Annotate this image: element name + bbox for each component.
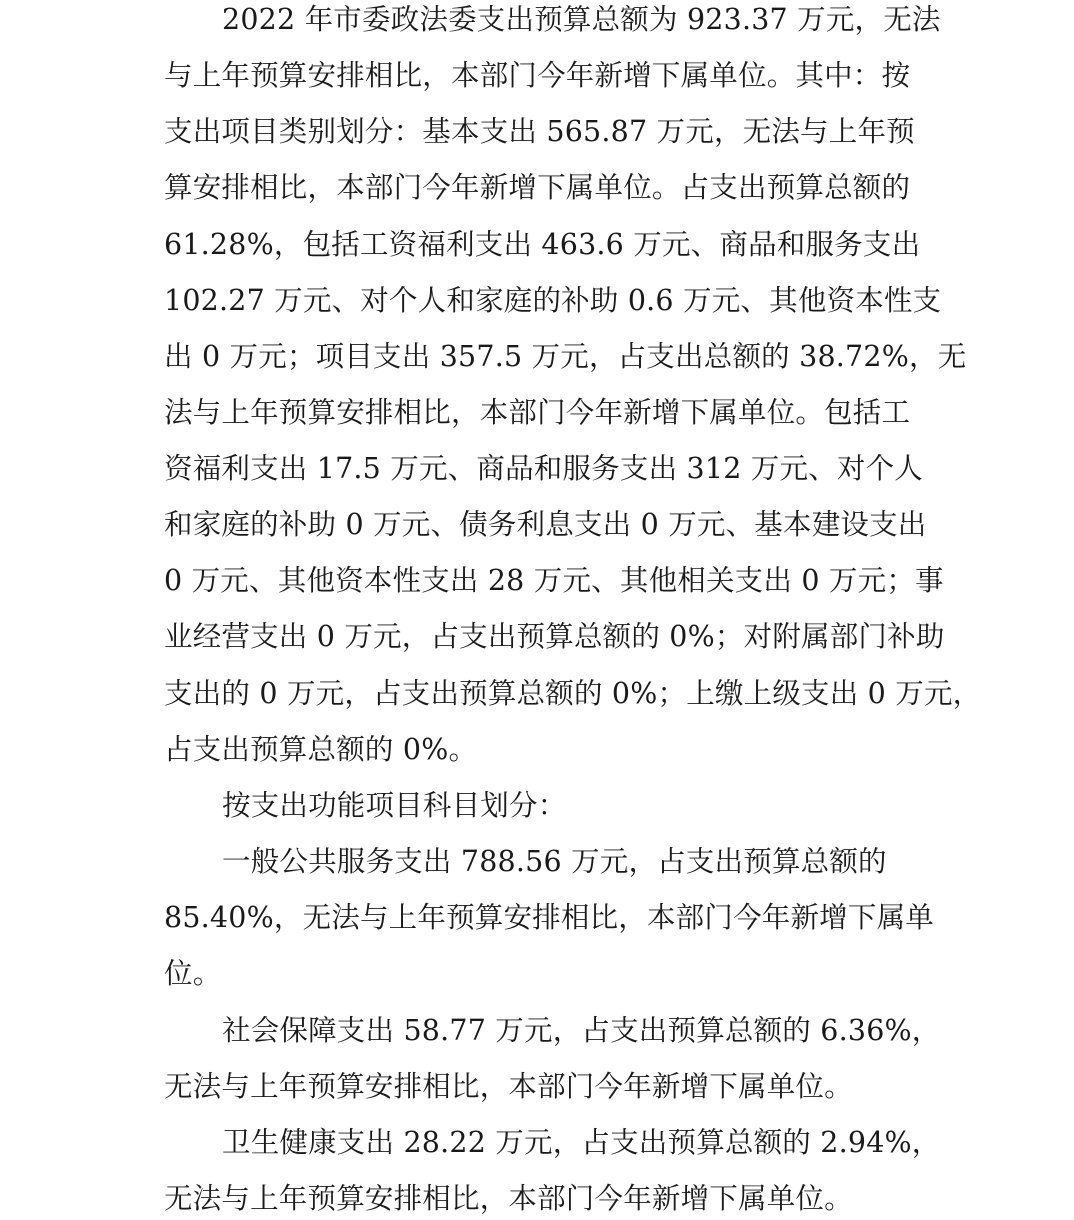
para-health-line-1: 卫生健康支出 28.22 万元，占支出预算总额的 2.94%， [222, 1126, 941, 1159]
para-1-line-7: 出 0 万元；项目支出 357.5 万元，占支出总额的 38.72%，无 [164, 340, 967, 373]
para-general-line-2: 85.40%，无法与上年预算安排相比，本部门今年新增下属单 [164, 901, 934, 934]
para-1-line-2: 与上年预算安排相比，本部门今年新增下属单位。其中：按 [164, 59, 911, 92]
para-1-line-5: 61.28%，包括工资福利支出 463.6 万元、商品和服务支出 [164, 228, 921, 261]
section-heading-functional: 按支出功能项目科目划分： [222, 789, 567, 822]
para-1-line-13: 支出的 0 万元，占支出预算总额的 0%；上缴上级支出 0 万元， [164, 677, 982, 710]
para-general-line-1: 一般公共服务支出 788.56 万元，占支出预算总额的 [222, 845, 887, 878]
para-general-line-3: 位。 [164, 957, 222, 990]
para-1-line-14: 占支出预算总额的 0%。 [164, 733, 478, 766]
para-1-line-12: 业经营支出 0 万元，占支出预算总额的 0%；对附属部门补助 [164, 620, 945, 653]
para-1-line-10: 和家庭的补助 0 万元、债务利息支出 0 万元、基本建设支出 [164, 508, 927, 541]
para-social-line-1: 社会保障支出 58.77 万元，占支出预算总额的 6.36%， [222, 1014, 941, 1047]
para-1-line-6: 102.27 万元、对个人和家庭的补助 0.6 万元、其他资本性支 [164, 284, 942, 317]
para-1-line-9: 资福利支出 17.5 万元、商品和服务支出 312 万元、对个人 [164, 452, 923, 485]
para-social-line-2: 无法与上年预算安排相比，本部门今年新增下属单位。 [164, 1070, 853, 1103]
para-1-line-3: 支出项目类别划分：基本支出 565.87 万元，无法与上年预 [164, 115, 915, 148]
para-1-line-11: 0 万元、其他资本性支出 28 万元、其他相关支出 0 万元；事 [164, 564, 944, 597]
para-health-line-2: 无法与上年预算安排相比，本部门今年新增下属单位。 [164, 1182, 853, 1215]
para-1-line-1: 2022 年市委政法委支出预算总额为 923.37 万元，无法 [222, 3, 941, 36]
para-1-line-4: 算安排相比，本部门今年新增下属单位。占支出预算总额的 [164, 171, 911, 204]
para-1-line-8: 法与上年预算安排相比，本部门今年新增下属单位。包括工 [164, 396, 911, 429]
